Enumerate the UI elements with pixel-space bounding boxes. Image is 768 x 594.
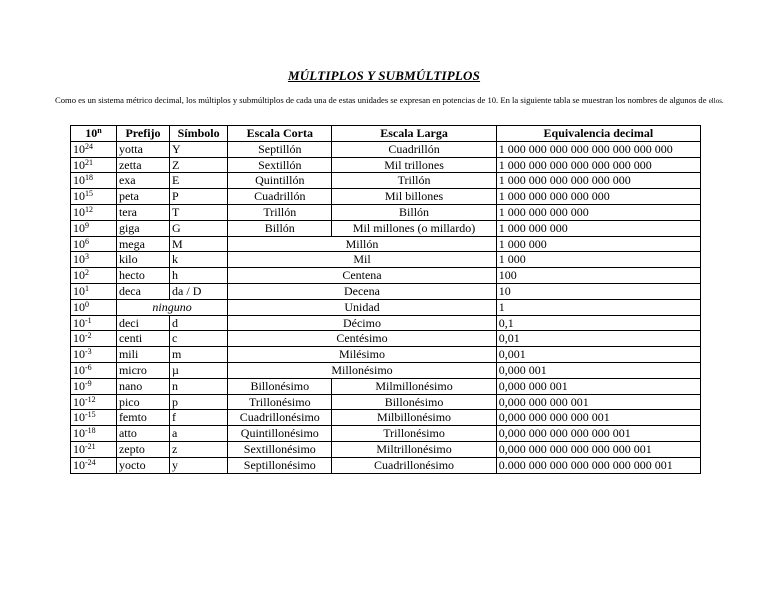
header-prefix: Prefijo bbox=[116, 126, 169, 142]
prefix-cell: hecto bbox=[116, 268, 169, 284]
symbol-cell: n bbox=[170, 378, 228, 394]
prefix-cell: deci bbox=[116, 315, 169, 331]
power-base: 10 bbox=[73, 204, 85, 219]
power-cell bbox=[71, 394, 117, 410]
header-power bbox=[71, 126, 117, 142]
prefix-none-cell: ninguno bbox=[116, 299, 227, 315]
prefix-cell: atto bbox=[116, 426, 169, 442]
table-row bbox=[71, 441, 701, 457]
prefix-cell: exa bbox=[116, 173, 169, 189]
symbol-cell: Z bbox=[170, 157, 228, 173]
decimal-cell: 1 000 000 bbox=[496, 236, 700, 252]
header-decimal: Equivalencia decimal bbox=[496, 126, 700, 142]
scale-merged-cell: Decena bbox=[228, 283, 497, 299]
table-row bbox=[71, 236, 701, 252]
power-exponent: 9 bbox=[85, 220, 89, 230]
power-exponent: -2 bbox=[85, 331, 92, 341]
decimal-cell: 0,01 bbox=[496, 331, 700, 347]
power-cell bbox=[71, 378, 117, 394]
long-scale-cell: Billón bbox=[332, 204, 496, 220]
long-scale-cell: Trillonésimo bbox=[332, 426, 496, 442]
long-scale-cell: Milbillonésimo bbox=[332, 410, 496, 426]
long-scale-cell: Milmillonésimo bbox=[332, 378, 496, 394]
power-exponent: 18 bbox=[85, 173, 93, 183]
long-scale-cell: Mil millones (o millardo) bbox=[332, 220, 496, 236]
power-cell bbox=[71, 410, 117, 426]
decimal-cell: 0,000 000 000 000 001 bbox=[496, 410, 700, 426]
table-row bbox=[71, 347, 701, 363]
power-cell bbox=[71, 141, 117, 157]
header-symbol: Símbolo bbox=[170, 126, 228, 142]
table-row bbox=[71, 189, 701, 205]
power-cell bbox=[71, 331, 117, 347]
power-cell bbox=[71, 347, 117, 363]
power-base: 10 bbox=[73, 283, 85, 298]
header-long-scale: Escala Larga bbox=[332, 126, 496, 142]
power-exponent: 0 bbox=[85, 299, 89, 309]
scale-merged-cell: Millón bbox=[228, 236, 497, 252]
prefix-cell: yotta bbox=[116, 141, 169, 157]
power-base: 10 bbox=[73, 331, 85, 346]
prefix-cell: pico bbox=[116, 394, 169, 410]
power-cell bbox=[71, 315, 117, 331]
prefix-cell: centi bbox=[116, 331, 169, 347]
intro-text: Como es un sistema métrico decimal, los múltiplos y submúltiplos de cada una de estas unidades se expresan en potencias de 10. En la siguiente tabla se muestran los nombres de algunos de bbox=[55, 95, 709, 105]
power-base: 10 bbox=[73, 394, 85, 409]
table-row bbox=[71, 204, 701, 220]
table-row bbox=[71, 141, 701, 157]
power-exponent: -1 bbox=[85, 315, 92, 325]
table-row bbox=[71, 378, 701, 394]
power-base: 10 bbox=[73, 189, 85, 204]
prefixes-table bbox=[70, 125, 701, 474]
power-exponent: -21 bbox=[85, 441, 96, 451]
short-scale-cell: Quintillón bbox=[228, 173, 332, 189]
prefix-cell: mili bbox=[116, 347, 169, 363]
decimal-cell: 0,000 001 bbox=[496, 362, 700, 378]
short-scale-cell: Sextillón bbox=[228, 157, 332, 173]
header-power-base: 10 bbox=[85, 126, 98, 140]
power-exponent: -18 bbox=[85, 426, 96, 436]
short-scale-cell: Billón bbox=[228, 220, 332, 236]
power-base: 10 bbox=[73, 252, 85, 267]
power-exponent: 6 bbox=[85, 236, 89, 246]
power-exponent: 15 bbox=[85, 189, 93, 199]
short-scale-cell: Sextillonésimo bbox=[228, 441, 332, 457]
symbol-cell: G bbox=[170, 220, 228, 236]
power-exponent: -12 bbox=[85, 394, 96, 404]
symbol-cell: h bbox=[170, 268, 228, 284]
prefix-cell: femto bbox=[116, 410, 169, 426]
long-scale-cell: Miltrillonésimo bbox=[332, 441, 496, 457]
table-row bbox=[71, 157, 701, 173]
short-scale-cell: Septillón bbox=[228, 141, 332, 157]
symbol-cell: y bbox=[170, 457, 228, 473]
intro-paragraph bbox=[55, 95, 725, 108]
table-row bbox=[71, 173, 701, 189]
scale-merged-cell: Décimo bbox=[228, 315, 497, 331]
decimal-cell: 0,000 000 001 bbox=[496, 378, 700, 394]
power-cell bbox=[71, 283, 117, 299]
table-body bbox=[71, 141, 701, 473]
table-row bbox=[71, 220, 701, 236]
power-base: 10 bbox=[73, 173, 85, 188]
symbol-cell: E bbox=[170, 173, 228, 189]
prefix-cell: kilo bbox=[116, 252, 169, 268]
power-cell bbox=[71, 252, 117, 268]
scale-merged-cell: Unidad bbox=[228, 299, 497, 315]
prefix-cell: peta bbox=[116, 189, 169, 205]
decimal-cell: 1 000 000 000 000 bbox=[496, 204, 700, 220]
long-scale-cell: Mil billones bbox=[332, 189, 496, 205]
power-base: 10 bbox=[73, 378, 85, 393]
decimal-cell: 1 000 000 000 000 000 000 bbox=[496, 173, 700, 189]
table-row bbox=[71, 268, 701, 284]
symbol-cell: f bbox=[170, 410, 228, 426]
symbol-cell: p bbox=[170, 394, 228, 410]
scale-merged-cell: Milésimo bbox=[228, 347, 497, 363]
header-short-scale: Escala Corta bbox=[228, 126, 332, 142]
table-row bbox=[71, 394, 701, 410]
table-row bbox=[71, 362, 701, 378]
short-scale-cell: Cuadrillón bbox=[228, 189, 332, 205]
power-exponent: -24 bbox=[85, 457, 96, 467]
power-exponent: 3 bbox=[85, 252, 89, 262]
prefix-cell: zetta bbox=[116, 157, 169, 173]
power-exponent: 2 bbox=[85, 268, 89, 278]
header-power-exp: n bbox=[97, 126, 102, 135]
power-exponent: 21 bbox=[85, 157, 93, 167]
decimal-cell: 0,000 000 000 001 bbox=[496, 394, 700, 410]
long-scale-cell: Mil trillones bbox=[332, 157, 496, 173]
decimal-cell: 1 000 000 000 bbox=[496, 220, 700, 236]
decimal-cell: 0,1 bbox=[496, 315, 700, 331]
power-base: 10 bbox=[73, 141, 85, 156]
power-base: 10 bbox=[73, 457, 85, 472]
power-base: 10 bbox=[73, 268, 85, 283]
decimal-cell: 10 bbox=[496, 283, 700, 299]
decimal-cell: 1 bbox=[496, 299, 700, 315]
scale-merged-cell: Centena bbox=[228, 268, 497, 284]
decimal-cell: 0.000 000 000 000 000 000 000 001 bbox=[496, 457, 700, 473]
symbol-cell: k bbox=[170, 252, 228, 268]
prefix-cell: nano bbox=[116, 378, 169, 394]
power-base: 10 bbox=[73, 236, 85, 251]
scale-merged-cell: Millonésimo bbox=[228, 362, 497, 378]
table-row bbox=[71, 410, 701, 426]
short-scale-cell: Cuadrillonésimo bbox=[228, 410, 332, 426]
power-base: 10 bbox=[73, 157, 85, 172]
short-scale-cell: Billonésimo bbox=[228, 378, 332, 394]
power-cell bbox=[71, 236, 117, 252]
table-row bbox=[71, 457, 701, 473]
short-scale-cell: Trillonésimo bbox=[228, 394, 332, 410]
long-scale-cell: Cuadrillonésimo bbox=[332, 457, 496, 473]
power-cell bbox=[71, 299, 117, 315]
decimal-cell: 0,000 000 000 000 000 000 001 bbox=[496, 441, 700, 457]
symbol-cell: M bbox=[170, 236, 228, 252]
power-cell bbox=[71, 268, 117, 284]
symbol-cell: d bbox=[170, 315, 228, 331]
scale-merged-cell: Mil bbox=[228, 252, 497, 268]
prefix-cell: mega bbox=[116, 236, 169, 252]
short-scale-cell: Quintillonésimo bbox=[228, 426, 332, 442]
power-base: 10 bbox=[73, 299, 85, 314]
table-row bbox=[71, 283, 701, 299]
symbol-cell: m bbox=[170, 347, 228, 363]
prefix-cell: zepto bbox=[116, 441, 169, 457]
symbol-cell: Y bbox=[170, 141, 228, 157]
power-base: 10 bbox=[73, 426, 85, 441]
power-exponent: -6 bbox=[85, 362, 92, 372]
power-cell bbox=[71, 173, 117, 189]
power-cell bbox=[71, 204, 117, 220]
table-row bbox=[71, 299, 701, 315]
decimal-cell: 1 000 000 000 000 000 bbox=[496, 189, 700, 205]
power-cell bbox=[71, 157, 117, 173]
power-base: 10 bbox=[73, 347, 85, 362]
symbol-cell: P bbox=[170, 189, 228, 205]
power-exponent: 12 bbox=[85, 204, 93, 214]
decimal-cell: 0,001 bbox=[496, 347, 700, 363]
prefix-cell: micro bbox=[116, 362, 169, 378]
decimal-cell: 100 bbox=[496, 268, 700, 284]
power-cell bbox=[71, 189, 117, 205]
symbol-cell: c bbox=[170, 331, 228, 347]
scale-merged-cell: Centésimo bbox=[228, 331, 497, 347]
power-base: 10 bbox=[73, 362, 85, 377]
symbol-cell: a bbox=[170, 426, 228, 442]
intro-text-small: ellos. bbox=[708, 97, 724, 105]
prefix-cell: yocto bbox=[116, 457, 169, 473]
short-scale-cell: Trillón bbox=[228, 204, 332, 220]
prefix-cell: giga bbox=[116, 220, 169, 236]
power-base: 10 bbox=[73, 441, 85, 456]
decimal-cell: 0,000 000 000 000 000 001 bbox=[496, 426, 700, 442]
prefix-cell: tera bbox=[116, 204, 169, 220]
page-title: MÚLTIPLOS Y SUBMÚLTIPLOS bbox=[287, 68, 481, 83]
power-base: 10 bbox=[73, 410, 85, 425]
long-scale-cell: Cuadrillón bbox=[332, 141, 496, 157]
power-exponent: 24 bbox=[85, 141, 93, 151]
symbol-cell: T bbox=[170, 204, 228, 220]
power-exponent: -3 bbox=[85, 347, 92, 357]
long-scale-cell: Trillón bbox=[332, 173, 496, 189]
long-scale-cell: Billonésimo bbox=[332, 394, 496, 410]
table-row bbox=[71, 315, 701, 331]
power-cell bbox=[71, 362, 117, 378]
prefix-cell: deca bbox=[116, 283, 169, 299]
power-cell bbox=[71, 426, 117, 442]
table-header-row bbox=[71, 126, 701, 142]
power-exponent: -15 bbox=[85, 410, 96, 420]
power-base: 10 bbox=[73, 315, 85, 330]
power-cell bbox=[71, 441, 117, 457]
power-cell bbox=[71, 220, 117, 236]
symbol-cell: µ bbox=[170, 362, 228, 378]
short-scale-cell: Septillonésimo bbox=[228, 457, 332, 473]
table-row bbox=[71, 252, 701, 268]
symbol-cell: z bbox=[170, 441, 228, 457]
power-exponent: -9 bbox=[85, 378, 92, 388]
decimal-cell: 1 000 000 000 000 000 000 000 bbox=[496, 157, 700, 173]
power-base: 10 bbox=[73, 220, 85, 235]
table-row bbox=[71, 426, 701, 442]
symbol-cell: da / D bbox=[170, 283, 228, 299]
decimal-cell: 1 000 bbox=[496, 252, 700, 268]
power-exponent: 1 bbox=[85, 283, 89, 293]
power-cell bbox=[71, 457, 117, 473]
table-row bbox=[71, 331, 701, 347]
decimal-cell: 1 000 000 000 000 000 000 000 000 bbox=[496, 141, 700, 157]
